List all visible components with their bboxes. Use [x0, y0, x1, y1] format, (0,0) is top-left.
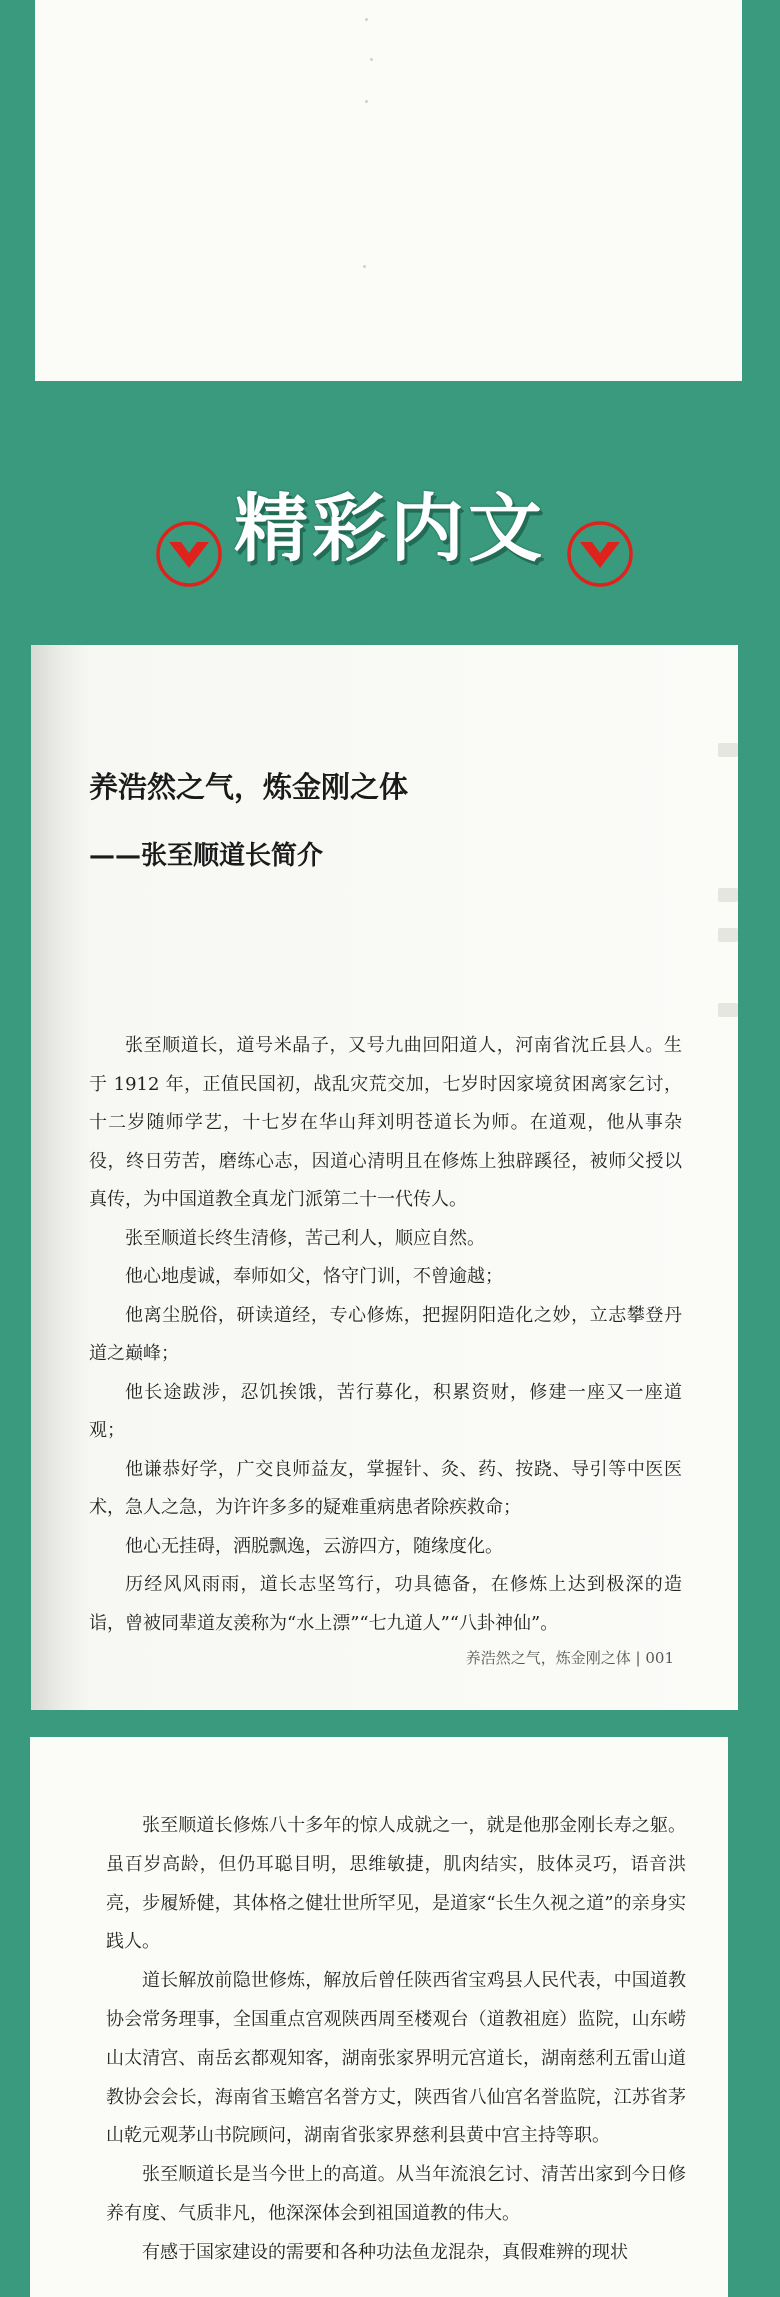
chapter-subtitle: ——张至顺道长简介: [89, 841, 324, 871]
bleed-through-mark: [718, 928, 738, 942]
bleed-through-mark: [718, 743, 738, 757]
book-page-002: [30, 1737, 728, 2297]
page-body: [106, 1807, 686, 2273]
paragraph: 张至顺道长是当今世上的高道。从当年流浪乞讨、清苦出家到今日修养有度、气质非凡，他深深体会到祖国道教的伟大。: [106, 2164, 686, 2224]
paper-speck: [365, 100, 368, 103]
chapter-title: 养浩然之气，炼金刚之体: [89, 770, 409, 804]
paragraph: 张至顺道长终生清修，苦己利人，顺应自然。: [125, 1227, 485, 1249]
paper-speck: [370, 58, 373, 61]
paragraph: 他心无挂碍，洒脱飘逸，云游四方，随缘度化。: [125, 1535, 503, 1557]
page-body: [89, 1027, 682, 1643]
bleed-through-mark: [718, 1003, 738, 1017]
paragraph: 张至顺道长修炼八十多年的惊人成就之一，就是他那金刚长寿之躯。虽百岁高龄，但仍耳聪目明，思维敏捷，肌肉结实，肢体灵巧，语音洪亮，步履矫健，其体格之健壮世所罕见，是道家“长生久视之道”的亲身实践人。: [106, 1815, 686, 1953]
paragraph: 历经风风雨雨，道长志坚笃行，功具德备，在修炼上达到极深的造诣，曾被同辈道友羡称为“水上漂”“七九道人”“八卦神仙”。: [89, 1574, 682, 1634]
paragraph: 他心地虔诚，奉师如父，恪守门训，不曾逾越；: [125, 1266, 503, 1287]
section-banner-title: 精彩内文: [234, 486, 546, 572]
paper-speck: [365, 18, 368, 21]
chevron-down-circle-icon: [155, 520, 223, 588]
paragraph: 他长途跋涉，忍饥挨饿，苦行募化，积累资财，修建一座又一座道观；: [89, 1381, 682, 1441]
paragraph: 张至顺道长，道号米晶子，又号九曲回阳道人，河南省沈丘县人。生于 1912 年，正值民国初，战乱灾荒交加，七岁时因家境贫困离家乞讨，十二岁随师学艺，十七岁在华山拜刘明苍道长为师。在道观，他从事杂役，终日劳苦，磨练心志，因道心清明且在修炼上独辟蹊径，被师父授以真传，为中国道教全真龙门派第二十一代传人。: [89, 1035, 682, 1210]
page-footer: 养浩然之气，炼金刚之体 | 001: [465, 1649, 674, 1667]
chevron-down-circle-icon: [566, 520, 634, 588]
paper-speck: [363, 265, 366, 268]
paragraph: 他谦恭好学，广交良师益友，掌握针、灸、药、按跷、导引等中医医术，急人之急，为许许多多的疑难重病患者除疾救命；: [89, 1458, 682, 1518]
paragraph: 有感于国家建设的需要和各种功法鱼龙混杂，真假难辨的现状: [142, 2241, 628, 2263]
book-page-001: [31, 645, 738, 1710]
paragraph: 道长解放前隐世修炼，解放后曾任陕西省宝鸡县人民代表，中国道教协会常务理事，全国重点宫观陕西周至楼观台（道教祖庭）监院，山东崂山太清宫、南岳玄都观知客，湖南张家界明元宫道长，湖南慈利五雷山道教协会会长，海南省玉蟾宫名誉方丈，陕西省八仙宫名誉监院，江苏省茅山乾元观茅山书院顾问，湖南省张家界慈利县黄中宫主持等职。: [106, 1970, 686, 2147]
paragraph: 他离尘脱俗，研读道经，专心修炼，把握阴阳造化之妙，立志攀登丹道之巅峰；: [89, 1304, 682, 1364]
previous-page: [35, 0, 742, 381]
bleed-through-mark: [718, 888, 738, 902]
